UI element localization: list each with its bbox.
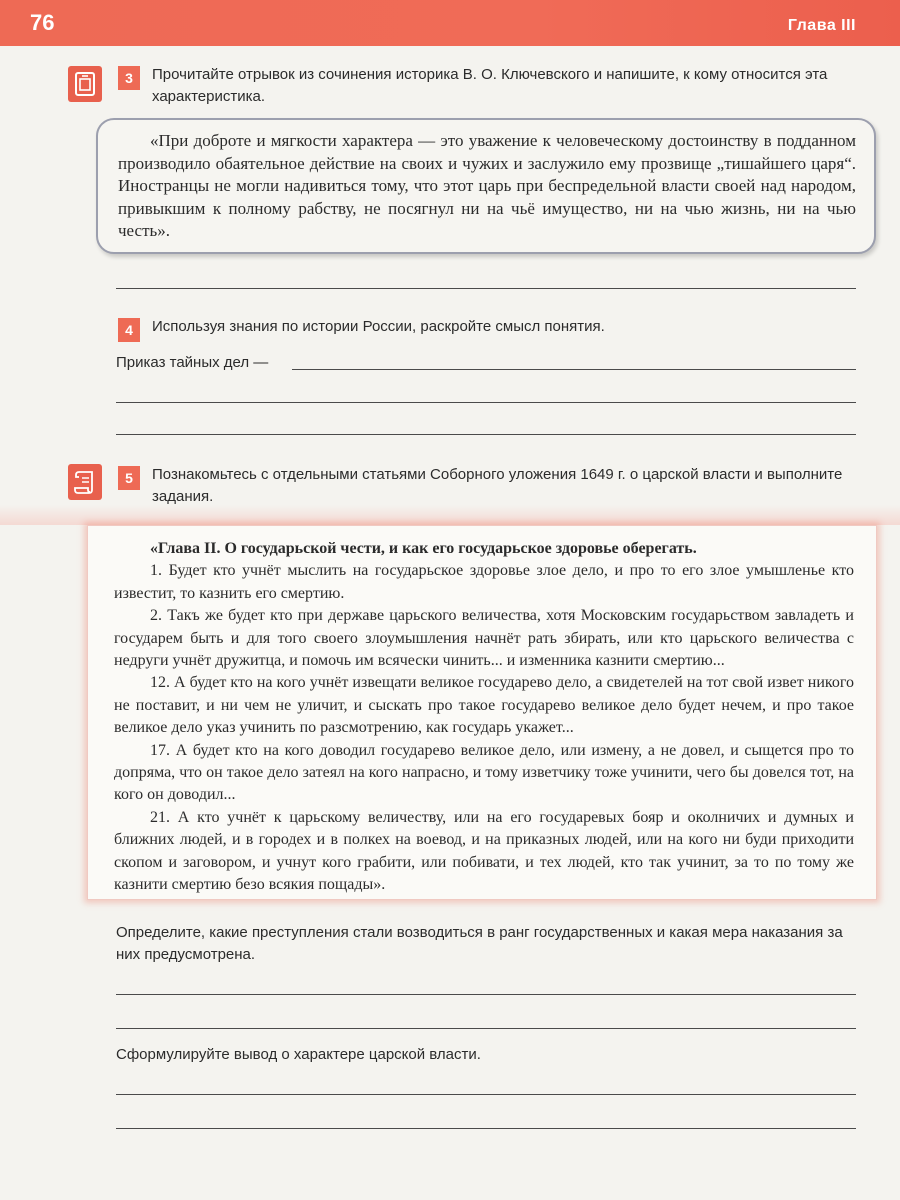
quote-text: «При доброте и мягкости характера — это уважение к человеческому достоинству в подданном производило обаятельное действие на своих и чужих и заслужило ему прозвище „тишайшего царя“. Иностранцы не могли надивиться тому, что этот царь при беспредельной власти своей над народом, привыкшим к полному рабству, не посягнул ни на чьё имущество, ни на чью жизнь, ни на чью честь». <box>118 131 856 240</box>
question-1: Определите, какие преступления стали возводиться в ранг государственных и какая мера наказания за них предусмотрена. <box>116 924 843 963</box>
klyuchevsky-quote <box>96 118 876 254</box>
answer-line-task-3[interactable] <box>116 288 856 289</box>
task-3-instruction: Прочитайте отрывок из сочинения историка В. О. Ключевского и напишите, к кому относится эта характеристика. <box>152 66 828 105</box>
answer-line-task-4-1[interactable] <box>292 369 856 370</box>
page-header <box>0 0 900 46</box>
task-4-instruction: Используя знания по истории России, раскройте смысл понятия. <box>152 318 605 335</box>
answer-line-task-4-3[interactable] <box>116 434 856 435</box>
page-number: 76 <box>30 10 55 35</box>
law-chapter-title: «Глава II. О государьской чести, и как его государьское здоровье оберегать. <box>150 540 697 557</box>
answer-line-q1-2[interactable] <box>116 1028 856 1029</box>
tablet-icon <box>68 66 102 102</box>
law-article: 21. А кто учнёт к царьскому величеству, или на его государевых бояр и околничих и думных и ближних людей, и в городех и в полкех на воевод, и на приказных людей, или на кого ни буди приходити скопом и заговором, и учнут кого грабити, или побивати, и тех людей, кто так учинит, за то по тому же казнити смертию безо всякия пощады». <box>114 808 854 894</box>
law-article: 17. А будет кто на кого доводил государево великое дело, или измену, а не довел, и сыщется про то допряма, что он такое дело затеял на кого напрасно, и тому изветчику тоже учинити, чего бы довелся тот, на кого он доводил... <box>114 741 854 804</box>
task-4-number: 4 <box>118 318 140 342</box>
chapter-title: Глава III <box>787 17 856 34</box>
answer-line-q1-1[interactable] <box>116 994 856 995</box>
sobornoe-ulozhenie-excerpt <box>87 525 877 900</box>
decorative-strip <box>0 505 900 525</box>
answer-line-task-4-2[interactable] <box>116 402 856 403</box>
task-5-instruction: Познакомьтесь с отдельными статьями Соборного уложения 1649 г. о царской власти и выполните задания. <box>152 466 843 505</box>
task-3-number: 3 <box>118 66 140 90</box>
law-article: 2. Такъ же будет кто при державе царьского величества, хотя Московским государьством завладеть и государем быть и для того своего злоумышления начнёт рать збирать, или кто царьского величества с недруги учнёт дружитца, и помочь им всячески чинить... и изменника казнити смертию... <box>114 607 854 670</box>
scroll-icon <box>68 464 102 500</box>
term-label: Приказ тайных дел — <box>116 354 269 371</box>
answer-line-q2-1[interactable] <box>116 1094 856 1095</box>
task-5-number: 5 <box>118 466 140 490</box>
law-article: 12. А будет кто на кого учнёт извещати великое государево дело, а свидетелей на тот свой извет никого не поставит, и ни чем не уличит, и сыскать про такое государево великое дело будет нечем, и про такое великое дело указ учинить по разсмотрению, как государь укажет... <box>114 674 854 737</box>
law-article: 1. Будет кто учнёт мыслить на государьское здоровье злое дело, и про то его злое умышленье кто известит, то казнить его смертию. <box>114 562 854 602</box>
answer-line-q2-2[interactable] <box>116 1128 856 1129</box>
question-2: Сформулируйте вывод о характере царской власти. <box>116 1046 481 1063</box>
